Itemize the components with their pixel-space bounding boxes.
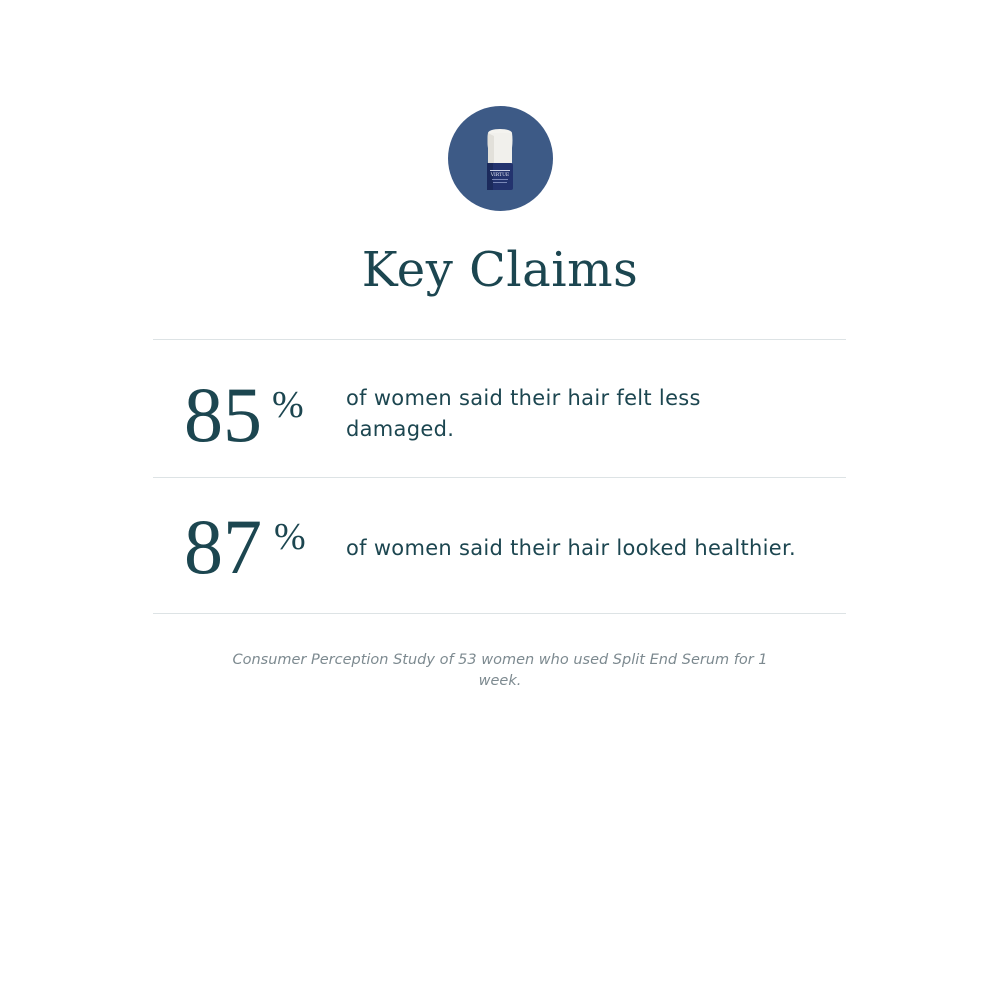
claim-percentage: 87 [184, 503, 262, 590]
claim-percentage: 85 [184, 371, 262, 458]
percent-sign: % [272, 384, 304, 426]
serum-bottle-icon [448, 106, 553, 211]
claim-text: of women said their hair felt less damaged. [346, 386, 701, 441]
product-badge [448, 106, 553, 211]
divider-middle [153, 477, 846, 478]
divider-top [153, 339, 846, 340]
percent-sign: % [274, 516, 306, 558]
bottle-label: VIRTUE [490, 173, 510, 178]
divider-bottom [153, 613, 846, 614]
claim-text: of women said their hair looked healthier. [346, 536, 796, 560]
page-title: Key Claims [361, 242, 639, 298]
study-footnote: Consumer Perception Study of 53 women who used Split End Serum for 1 week. [232, 652, 768, 689]
